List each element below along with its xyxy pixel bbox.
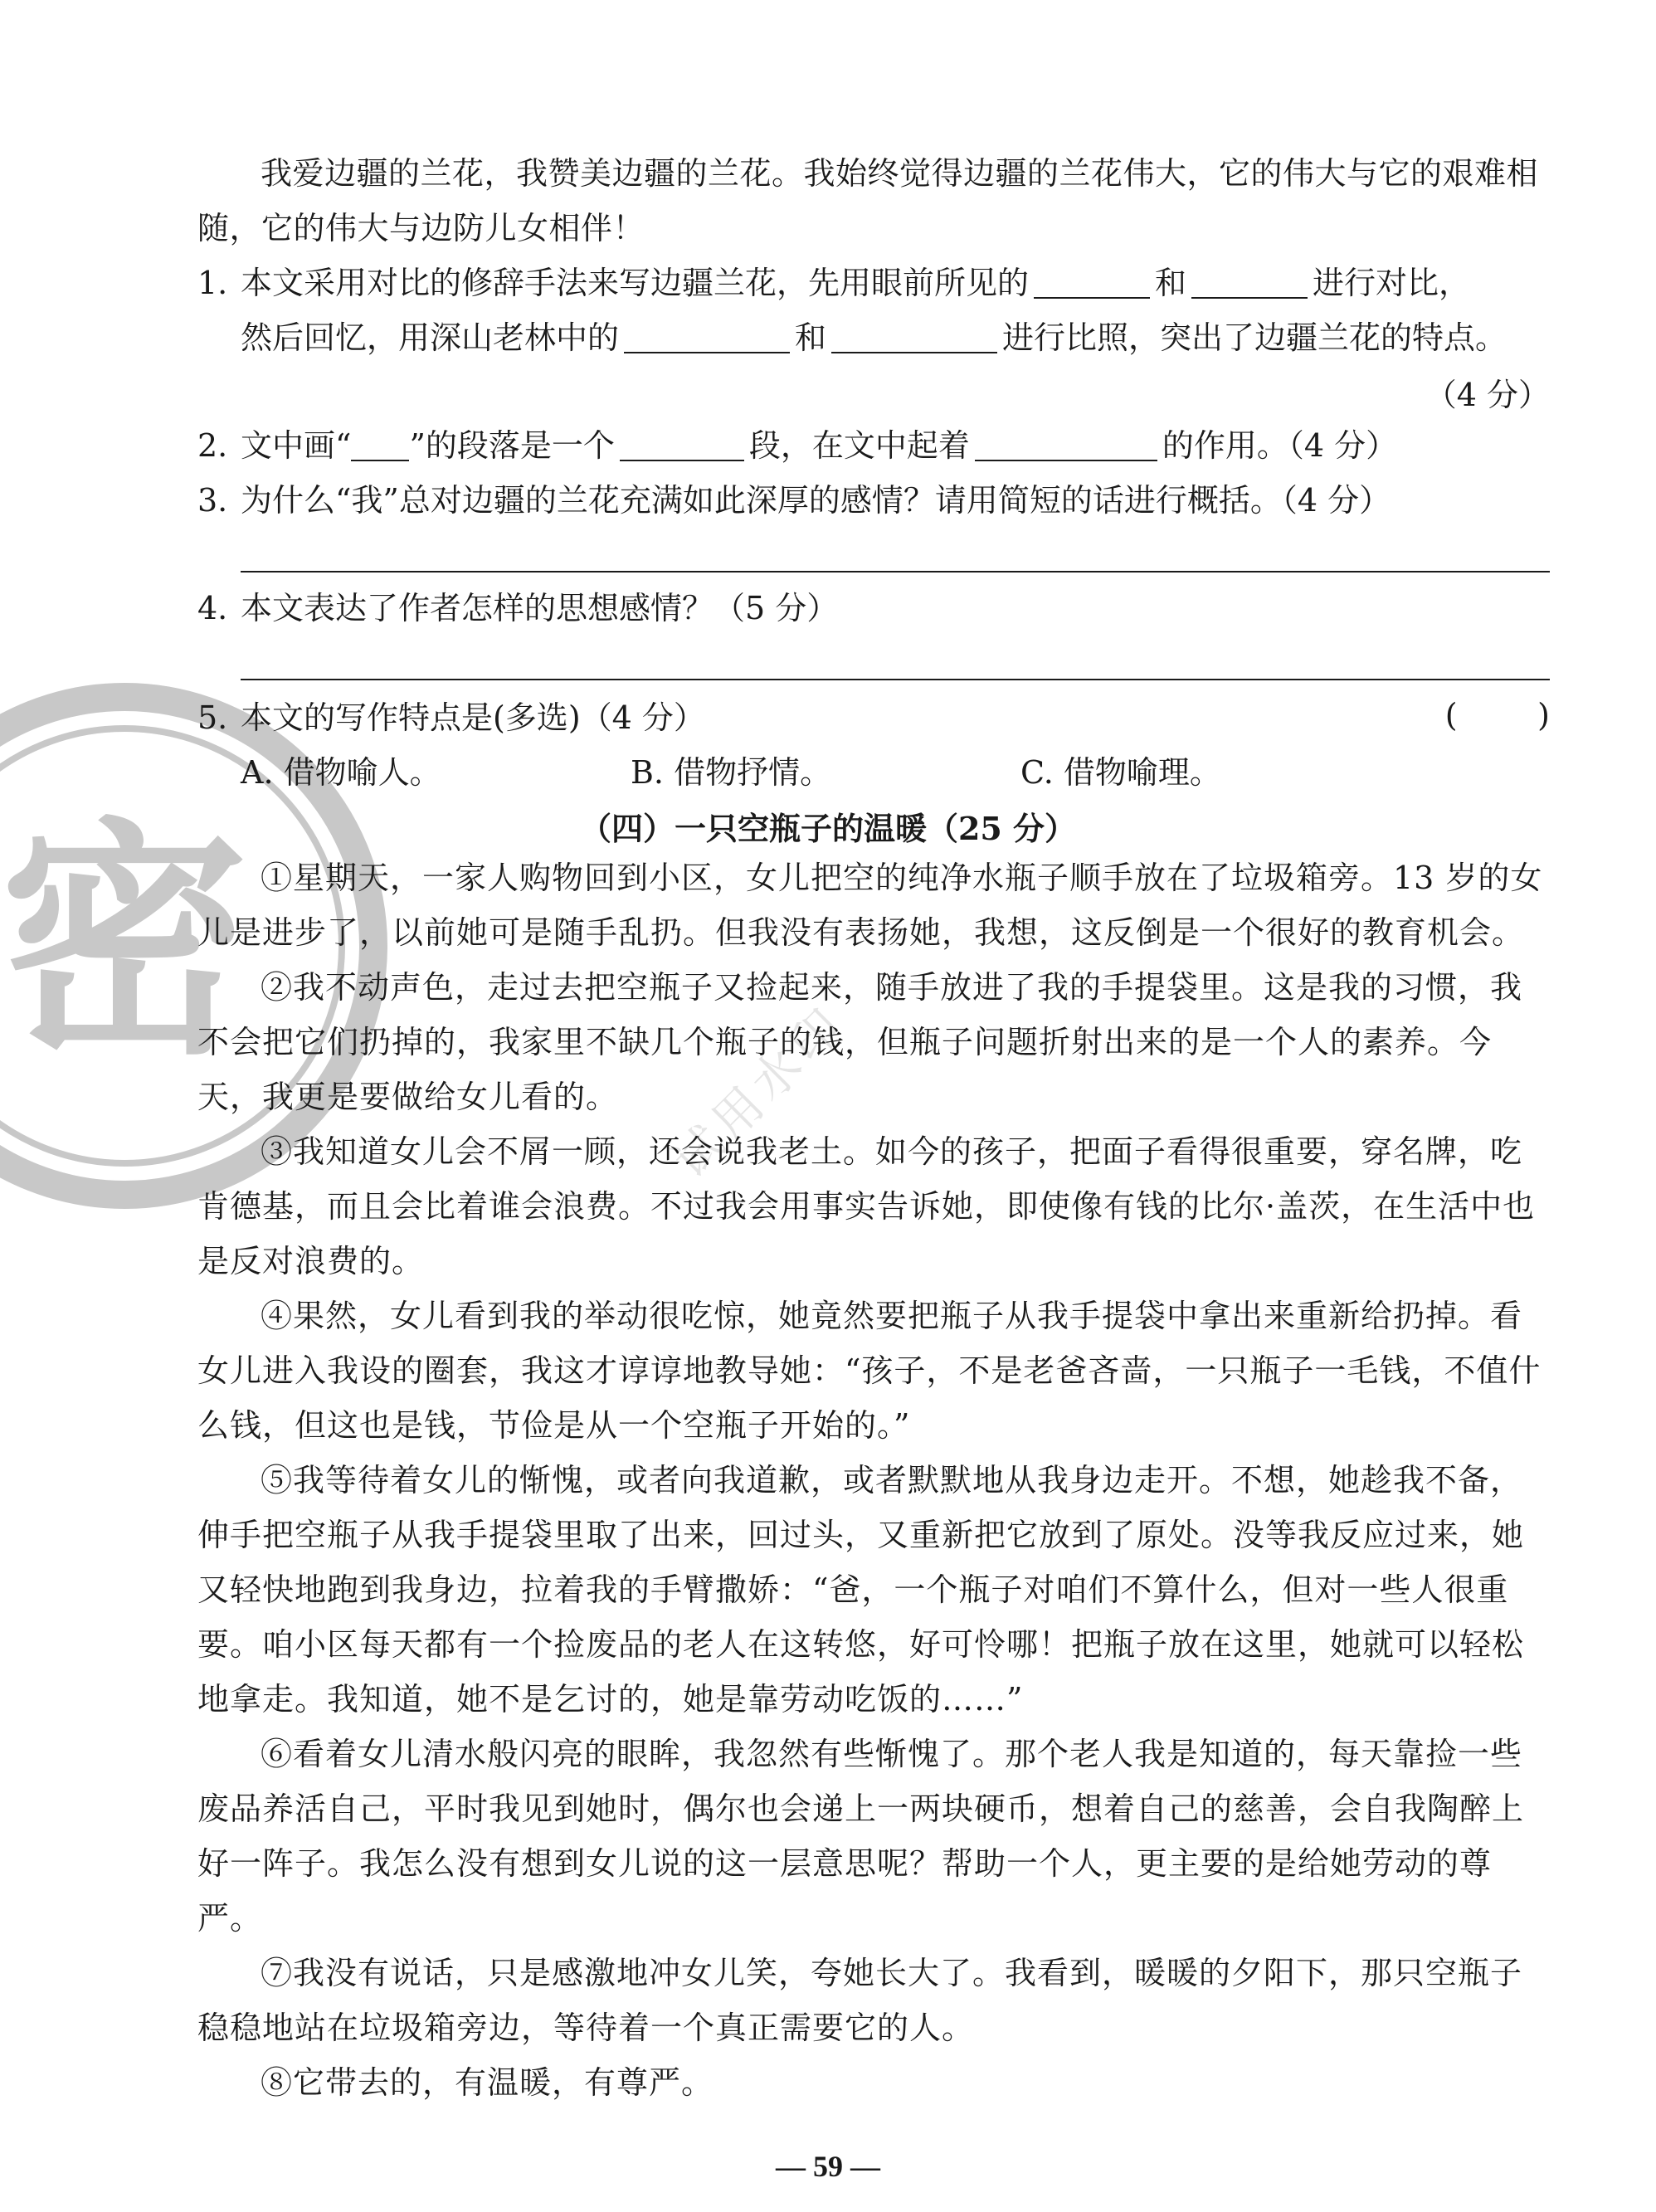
question-4: 4. 本文表达了作者怎样的思想感情？（5 分）: [197, 590, 839, 626]
underline-mark: [351, 428, 409, 461]
story-paragraph-5: ⑤我等待着女儿的惭愧，或者向我道歉，或者默默地从我身边走开。不想，她趁我不备，伸手把空瓶子从我手提袋里取了出来，回过头，又重新把它放到了原处。没等我反应过来，她又轻快地跑到我身边，拉着我的手臂撒娇：“爸，一个瓶子对咱们不算什么，但对一些人很重要。咱小区每天都有一个捡废品的老人在这转悠，好可怜哪！把瓶子放在这里，她就可以轻松地拿走。我知道，她不是乞讨的，她是靠劳动吃饭的……”: [197, 1462, 1525, 1717]
q1-score: （4 分）: [1425, 377, 1550, 413]
story-paragraph-4: ④果然，女儿看到我的举动很吃惊，她竟然要把瓶子从我手提袋中拿出来重新给扔掉。看女儿进入我设的圈套，我这才谆谆地教导她：“孩子，不是老爸吝啬，一只瓶子一毛钱，不值什么钱，但这也是钱，节俭是从一个空瓶子开始的。”: [197, 1298, 1542, 1444]
intro-paragraph: 我爱边疆的兰花，我赞美边疆的兰花。我始终觉得边疆的兰花伟大，它的伟大与它的艰难相随，它的伟大与边防儿女相伴！: [197, 155, 1539, 246]
story-paragraph-2: ②我不动声色，走过去把空瓶子又捡起来，随手放进了我的手提袋里。这是我的习惯，我不会把它们扔掉的，我家里不缺几个瓶子的钱，但瓶子问题折射出来的是一个人的素养。今天，我更是要做给女儿看的。: [197, 969, 1523, 1115]
svg-text:密: 密: [0, 798, 249, 1088]
question-5: 5. 本文的写作特点是(多选)（4 分）: [197, 699, 705, 736]
story-paragraph-3: ③我知道女儿会不屑一顾，还会说我老土。如今的孩子，把面子看得很重要，穿名牌，吃肯德基，而且会比着谁会浪费。不过我会用事实告诉她，即使像有钱的比尔·盖茨，在生活中也是反对浪费的。: [197, 1133, 1536, 1279]
question-2: 2. 文中画“ ”的段落是一个 段，在文中起着 的作用。（4 分）: [197, 427, 1398, 464]
watermark: 试用水印: [662, 994, 857, 1189]
option-c[interactable]: C. 借物喻理。: [1020, 754, 1221, 791]
answer-blank[interactable]: [831, 320, 997, 353]
story-paragraph-7: ⑦我没有说话，只是感激地冲女儿笑，夸她长大了。我看到，暖暖的夕阳下，那只空瓶子稳稳地站在垃圾箱旁边，等待着一个真正需要它的人。: [197, 1955, 1523, 2046]
story-paragraph-6: ⑥看着女儿清水般闪亮的眼眸，我忽然有些惭愧了。那个老人我是知道的，每天靠捡一些废品养活自己，平时我见到她时，偶尔也会递上一两块硬币，想着自己的慈善，会自我陶醉上好一阵子。我怎么没有想到女儿说的这一层意思呢？帮助一个人，更主要的是给她劳动的尊严。: [197, 1736, 1525, 1937]
answer-blank[interactable]: [1191, 266, 1308, 299]
question-1: 1. 本文采用对比的修辞手法来写边疆兰花，先用眼前所见的 和 进行对比， 然后回忆，用深山老林中的 和 进行比照，突出了边疆兰花的特点。: [197, 265, 1507, 356]
answer-line-q4[interactable]: [241, 679, 1550, 680]
story-body: [197, 850, 1550, 2110]
answer-bracket[interactable]: ( ): [1444, 697, 1550, 733]
option-a[interactable]: A. 借物喻人。: [241, 754, 441, 791]
question-3: 3. 为什么“我”总对边疆的兰花充满如此深厚的感情？请用简短的话进行概括。（4 分）: [197, 482, 1391, 519]
answer-line-q3[interactable]: [241, 571, 1550, 572]
section-title: （四）一只空瓶子的温暖（25 分）: [579, 810, 1077, 847]
story-paragraph-8: ⑧它带去的，有温暖，有尊严。: [261, 2064, 714, 2101]
answer-blank[interactable]: [975, 428, 1157, 461]
answer-blank[interactable]: [620, 428, 744, 461]
page-number: — 59 —: [776, 2150, 880, 2183]
answer-blank[interactable]: [624, 320, 790, 353]
option-b[interactable]: B. 借物抒情。: [631, 754, 832, 791]
story-paragraph-1: ①星期天，一家人购物回到小区，女儿把空的纯净水瓶子顺手放在了垃圾箱旁。13 岁的女儿是进步了，以前她可是随手乱扔。但我没有表扬她，我想，这反倒是一个很好的教育机会。: [197, 860, 1543, 951]
answer-blank[interactable]: [1034, 266, 1150, 299]
